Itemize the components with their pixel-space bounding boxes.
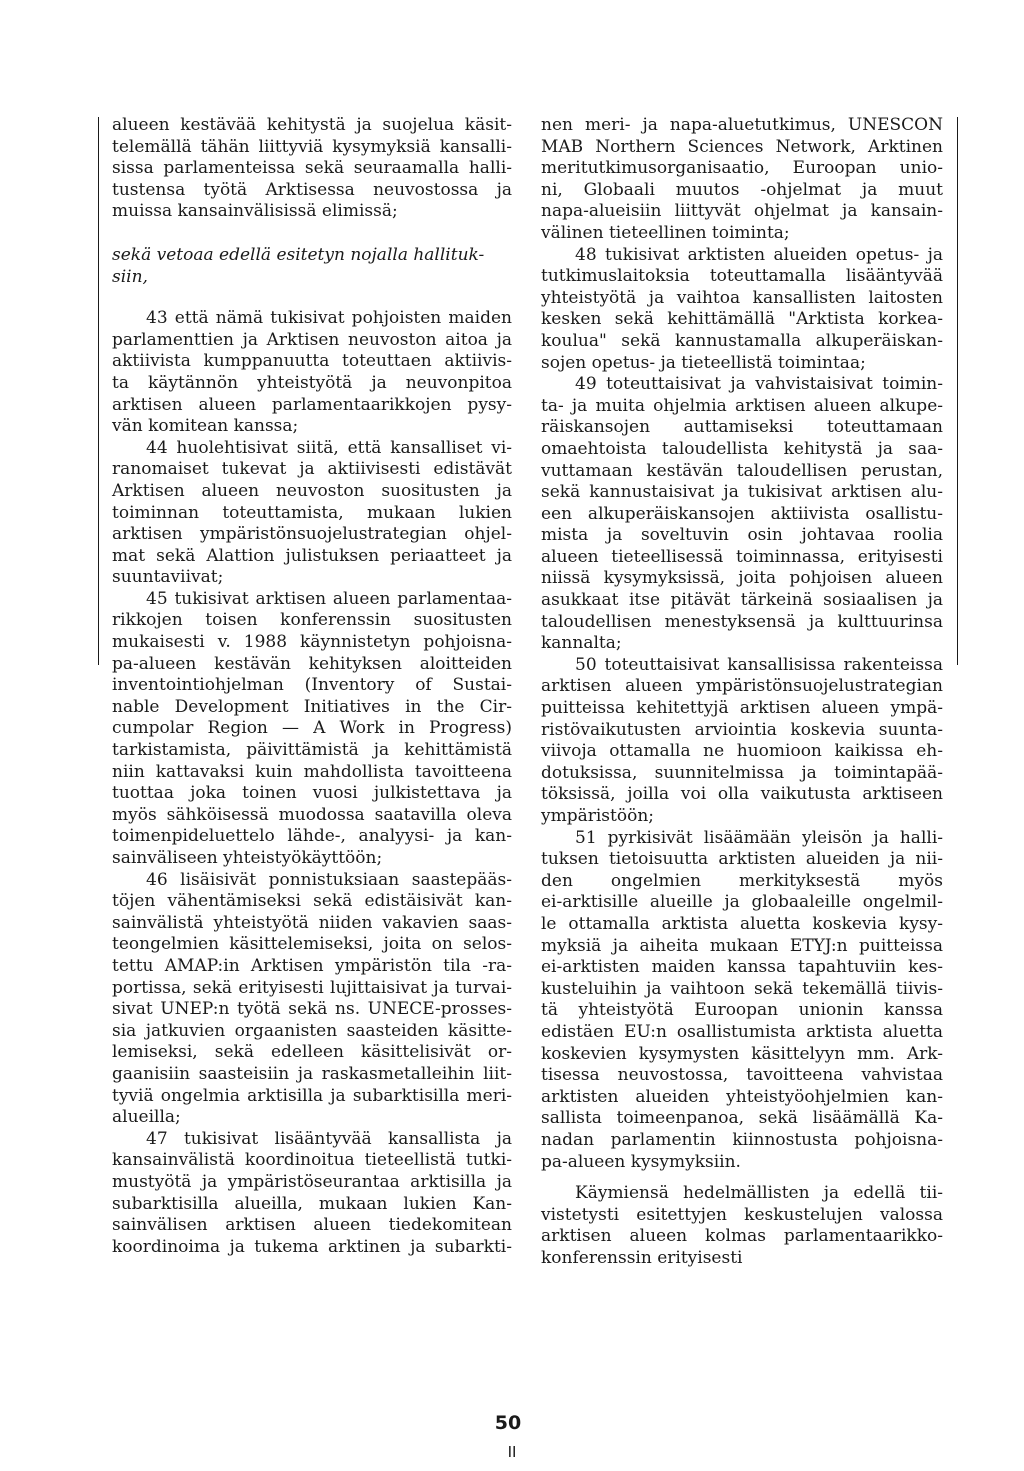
text-line: sekä vetoaa edellä esitetyn nojalla hallituk- [112, 244, 485, 265]
text-line: nable Development Initiatives in the Cir- [112, 696, 512, 717]
text-line: nen meri- ja napa-aluetutkimus, UNESCON [541, 115, 943, 135]
text-line: aktiivista kumppanuutta toteuttaen aktiivis- [112, 351, 512, 372]
text-line: sissa parlamenteissa sekä seuraamalla halli- [112, 158, 512, 179]
text-line: ristövaikutusten arviointia koskevia suunta- [541, 719, 943, 740]
text-line: mat sekä Alattion julistuksen periaatteet ja [112, 545, 512, 566]
text-line: tutkimuslaitoksia toteuttamalla lisääntyvää [541, 266, 943, 287]
text-line: kesken sekä kehittämällä "Arktista korkea- [541, 309, 943, 330]
text-line: ympäristöön; [541, 806, 655, 826]
text-line: tisessa neuvostossa, tavoitteena vahvistaa [541, 1065, 943, 1086]
text-line: vuttamaan kestävän taloudellisen perustan, [541, 460, 943, 481]
text-line: ni, Globaali muutos -ohjelmat ja muut [541, 179, 943, 200]
text-line: sainvälisen arktisen alueen tiedekomitean [112, 1215, 512, 1236]
text-line: 47 tukisivat lisääntyvää kansallista ja [146, 1128, 512, 1149]
text-line: sia jatkuvien orgaanisten saasteiden käsitte- [112, 1020, 512, 1041]
text-line: inventointiohjelman (Inventory of Sustai- [112, 675, 512, 696]
text-line: tustensa työtä Arktisessa neuvostossa ja [112, 179, 512, 200]
text-line: 51 pyrkisivät lisäämään yleisön ja halli- [575, 827, 943, 848]
text-line: koordinoima ja tukema arktinen ja subarkti- [112, 1236, 512, 1257]
text-line: ei-arktisten maiden kanssa tapahtuviin kes- [541, 957, 943, 978]
text-line: suuntaviivat; [112, 567, 224, 588]
text-line: töksissä, joilla voi olla vaikutusta arktiseen [541, 784, 943, 805]
text-line: pa-alueen kestävän kehityksen aloitteiden [112, 653, 512, 674]
paragraph-44 [112, 438, 512, 589]
text-line: 45 tukisivat arktisen alueen parlamentaa- [146, 588, 512, 609]
paragraph-50 [541, 655, 943, 828]
text-line: lemiseksi, sekä edelleen käsittelisivät or- [112, 1042, 512, 1063]
text-line: 50 toteuttaisivat kansallisissa rakenteissa [575, 654, 943, 675]
text-line: omaehtoista taloudellista kehitystä ja saa- [541, 438, 943, 459]
text-line: pa-alueen kysymyksiin. [541, 1151, 741, 1172]
text-line: napa-alueisiin liittyvät ohjelmat ja kansain- [541, 201, 943, 222]
text-line: MAB Northern Sciences Network, Arktinen [541, 136, 943, 157]
text-line: 49 toteuttaisivat ja vahvistaisivat toimin- [575, 374, 943, 395]
text-line: kusteluihin ja vaihtoon sekä tekemällä tiivis- [541, 978, 943, 999]
text-line: ei-arktisille alueille ja globaaleille ongelmil- [541, 892, 943, 913]
text-line: siin, [112, 266, 148, 287]
paragraph-43 [112, 308, 512, 438]
paragraph-intro [112, 115, 512, 223]
text-line: taloudellisen menestyksensä ja kulttuurinsa [541, 611, 943, 632]
paragraph-continued [541, 115, 943, 245]
text-line: arktisen alueen kolmas parlamentaarikko- [541, 1226, 943, 1247]
text-line: mista ja soveltuvin osin johtavaa roolia [541, 525, 943, 546]
text-line: toimenpideluettelo lähde-, analyysi- ja kan- [112, 826, 512, 847]
right-column [541, 115, 943, 1269]
left-margin-rule [98, 117, 99, 665]
text-line: kansainvälistä koordinoitua tieteellistä tutki- [112, 1150, 512, 1171]
text-line: portissa, sekä erityisesti lujittaisivat ja turvai- [112, 977, 512, 998]
text-line: arktisen alueen parlamentaarikkojen pysy- [112, 394, 512, 415]
paragraph-49 [541, 374, 943, 655]
text-line: rikkojen toisen konferenssin suositusten [112, 610, 512, 631]
text-line: vistetysti esitettyjen keskustelujen valossa [541, 1204, 943, 1225]
text-line: yhteistyötä ja vaihtoa kansallisten laitosten [541, 287, 943, 308]
text-line: dotuksissa, suunnitelmissa ja toimintapää- [541, 762, 943, 783]
text-line: sallista toimeenpanoa, sekä lisäämällä Ka- [541, 1108, 943, 1129]
text-line: Arktisen alueen neuvoston suositusten ja [112, 480, 512, 501]
text-line: mukaisesti v. 1988 käynnistetyn pohjoisna- [112, 632, 512, 653]
page-number: 50 [494, 1412, 522, 1434]
text-line: puitteissa kehitettyjä arktisen alueen ympä- [541, 698, 943, 719]
text-line: ranomaiset tukevat ja aktiivisesti edistävät [112, 459, 512, 480]
text-line: alueilla; [112, 1107, 181, 1128]
text-line: parlamenttien ja Arktisen neuvoston aitoa ja [112, 329, 512, 350]
text-line: edistäen EU:n osallistumista arktista aluetta [541, 1021, 943, 1042]
text-line: meritutkimusorganisaatio, Euroopan unio- [541, 158, 943, 179]
text-line: tettu AMAP:in Arktisen ympäristön tila -ra- [112, 955, 512, 976]
italic-clause [112, 245, 512, 288]
text-line: tä yhteistyötä Euroopan unionin kanssa [541, 1000, 943, 1021]
text-line: arktisen ympäristönsuojelustrategian ohjel- [112, 524, 512, 545]
paragraph-closing [541, 1183, 943, 1269]
text-line: 43 että nämä tukisivat pohjoisten maiden [146, 308, 512, 329]
text-line: den ongelmien merkityksestä myös [541, 870, 943, 891]
text-line: sainväliseen yhteistyökäyttöön; [112, 848, 383, 868]
text-line: muissa kansainvälisissä elimissä; [112, 201, 398, 222]
text-line: vän komitean kanssa; [112, 416, 299, 437]
text-line: nadan parlamentin kiinnostusta pohjoisna- [541, 1129, 943, 1150]
text-line: tyviä ongelmia arktisilla ja subarktisilla meri- [112, 1085, 512, 1106]
paragraph-48 [541, 245, 943, 375]
text-line: ta- ja muita ohjelmia arktisen alueen alkupe- [541, 395, 943, 416]
paragraph-51 [541, 828, 943, 1174]
text-line: myksiä ja aiheita mukaan ETYJ:n puitteissa [541, 935, 943, 956]
text-line: kannalta; [541, 633, 622, 654]
text-line: sekä kannustaisivat ja tukisivat arktisen alu- [541, 482, 943, 503]
paragraph-46 [112, 870, 512, 1129]
text-line: alueen tieteellisessä toiminnassa, erityisesti [541, 546, 943, 567]
text-line: teongelmien käsittelemiseksi, joita on selos- [112, 934, 512, 955]
section-mark: II [507, 1443, 517, 1461]
text-line: niin kattavaksi kuin mahdollista tavoitteena [112, 761, 512, 782]
text-line: konferenssin erityisesti [541, 1247, 743, 1268]
text-line: myös sähköisessä muodossa saatavilla oleva [112, 804, 512, 825]
right-margin-rule [957, 117, 958, 665]
text-line: viivoja ottamalla ne huomioon kaikissa eh- [541, 741, 943, 762]
text-line: mustyötä ja ympäristöseurantaa arktisilla ja [112, 1171, 512, 1192]
text-line: 48 tukisivat arktisten alueiden opetus- ja [575, 244, 943, 265]
text-line: 46 lisäisivät ponnistuksiaan saastepääs- [146, 869, 512, 890]
text-line: een alkuperäiskansojen aktiivista osallistu- [541, 503, 943, 524]
text-line: räiskansojen auttamiseksi toteuttamaan [541, 417, 943, 438]
text-line: töjen vähentämiseksi sekä edistäisivät kan- [112, 891, 512, 912]
text-line: cumpolar Region — A Work in Progress) [112, 718, 512, 739]
text-line: subarktisilla alueilla, mukaan lukien Kan- [112, 1193, 512, 1214]
text-line: tuottaa joka toinen vuosi julkistettava ja [112, 783, 512, 804]
paragraph-47 [112, 1129, 512, 1259]
text-line: niissä kysymyksissä, joita pohjoisen alueen [541, 568, 943, 589]
text-line: välinen tieteellinen toiminta; [541, 222, 790, 243]
left-column [112, 115, 512, 1258]
text-line: tuksen tietoisuutta arktisten alueiden ja nii- [541, 849, 943, 870]
text-line: ta käytännön yhteistyötä ja neuvonpitoa [112, 372, 512, 393]
text-line: sainvälistä yhteistyötä niiden vakavien saas- [112, 912, 512, 933]
text-line: 44 huolehtisivat siitä, että kansalliset vi- [146, 437, 512, 458]
text-line: sojen opetus- ja tieteellistä toimintaa; [541, 352, 866, 373]
text-line: toiminnan toteuttamista, mukaan lukien [112, 502, 512, 523]
text-line: sivat UNEP:n työtä sekä ns. UNECE-prosses- [112, 999, 512, 1020]
text-line: telemällä tähän liittyviä kysymyksiä kansalli- [112, 136, 512, 157]
text-line: gaanisiin saasteisiin ja raskasmetalleihin liit- [112, 1063, 512, 1084]
paragraph-45 [112, 589, 512, 870]
text-line: koulua" sekä kannustamalla alkuperäiskan- [541, 330, 943, 351]
text-line: arktisten alueiden yhteistyöohjelmien kan- [541, 1086, 943, 1107]
text-line: koskevien kysymysten käsittelyyn mm. Ark- [541, 1043, 943, 1064]
text-line: arktisen alueen ympäristönsuojelustrategian [541, 676, 943, 697]
text-line: asukkaat itse pitävät tärkeinä sosiaalisen ja [541, 590, 943, 611]
text-line: tarkistamista, päivittämistä ja kehittämistä [112, 740, 512, 761]
text-line: Käymiensä hedelmällisten ja edellä tii- [575, 1183, 943, 1204]
text-line: le ottamalla arktista aluetta koskevia kysy- [541, 913, 943, 934]
text-line: alueen kestävää kehitystä ja suojelua käsit- [112, 115, 512, 135]
